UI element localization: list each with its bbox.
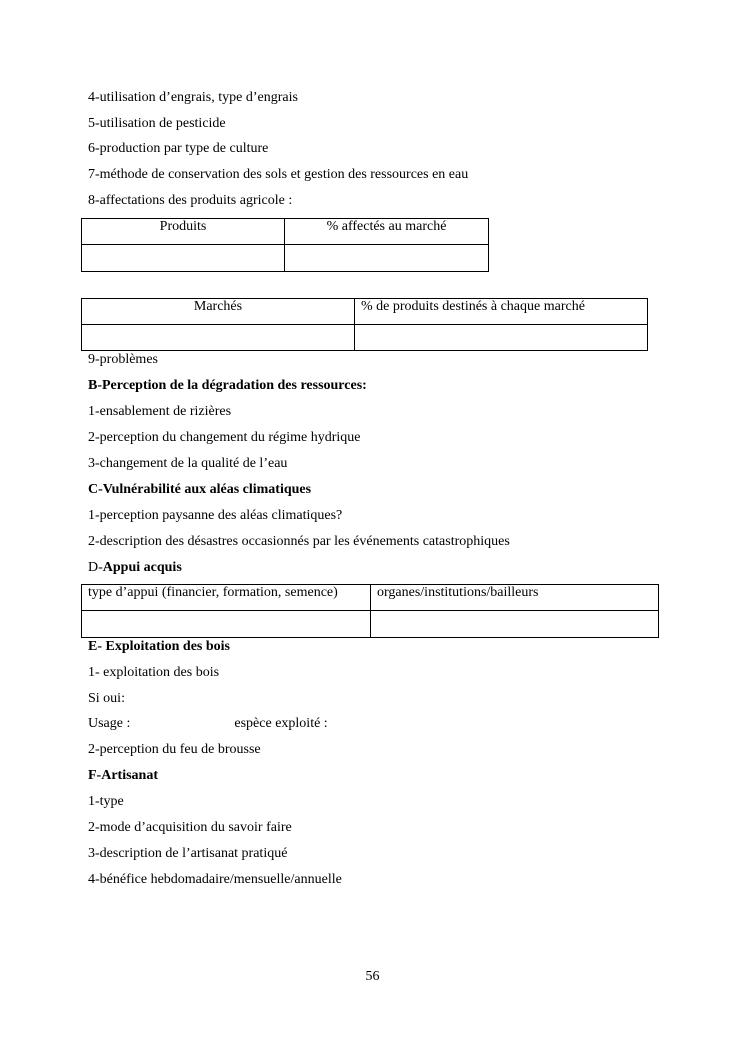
section-f-item-4: 4-bénéfice hebdomadaire/mensuelle/annuelle: [88, 872, 342, 887]
section-a-item-7: 7-méthode de conservation des sols et gestion des ressources en eau: [88, 167, 469, 182]
products-table: [81, 218, 489, 272]
section-c-heading: C-Vulnérabilité aux aléas climatiques: [88, 482, 312, 497]
table-header-cell: organes/institutions/bailleurs: [371, 585, 659, 611]
table-cell[interactable]: [82, 611, 371, 638]
markets-table: [81, 298, 648, 351]
section-b-item-3: 3-changement de la qualité de l’eau: [88, 456, 288, 471]
section-c-item-1: 1-perception paysanne des aléas climatiques?: [88, 508, 343, 523]
section-d-title: Appui acquis: [102, 560, 182, 575]
table-cell[interactable]: [285, 245, 489, 272]
table-header-row: [82, 219, 489, 245]
section-f-item-1: 1-type: [88, 794, 124, 809]
support-table: [81, 584, 659, 638]
section-e-usage-line: [88, 716, 328, 732]
section-d-prefix: D-: [88, 560, 103, 575]
table-cell[interactable]: [371, 611, 659, 638]
table-header-cell: % de produits destinés à chaque marché: [355, 299, 648, 325]
table-header-cell: % affectés au marché: [285, 219, 489, 245]
table-header-cell: Marchés: [82, 299, 355, 325]
section-e-item-2: 2-perception du feu de brousse: [88, 742, 261, 757]
section-b-heading: B-Perception de la dégradation des ressources:: [88, 378, 367, 393]
table-header-row: [82, 585, 659, 611]
section-e-heading: E- Exploitation des bois: [88, 639, 230, 654]
usage-label: Usage :: [88, 716, 131, 731]
section-f-heading: F-Artisanat: [88, 768, 158, 783]
section-a-item-9: 9-problèmes: [88, 352, 158, 367]
species-label: espèce exploité :: [234, 716, 328, 731]
table-header-cell: Produits: [82, 219, 285, 245]
section-d-heading: [88, 560, 182, 576]
section-a-item-8: 8-affectations des produits agricole :: [88, 193, 293, 208]
section-c-item-2: 2-description des désastres occasionnés par les événements catastrophiques: [88, 534, 510, 549]
section-e-item-1: 1- exploitation des bois: [88, 665, 220, 680]
section-b-item-1: 1-ensablement de rizières: [88, 404, 232, 419]
section-a-item-6: 6-production par type de culture: [88, 141, 269, 156]
table-cell[interactable]: [82, 325, 355, 351]
table-row: [82, 245, 489, 272]
table-header-cell: type d’appui (financier, formation, semence): [82, 585, 371, 611]
table-row: [82, 325, 648, 351]
section-f-item-2: 2-mode d’acquisition du savoir faire: [88, 820, 292, 835]
section-a-item-4: 4-utilisation d’engrais, type d’engrais: [88, 90, 298, 105]
section-b-item-2: 2-perception du changement du régime hydrique: [88, 430, 361, 445]
section-f-item-3: 3-description de l’artisanat pratiqué: [88, 846, 288, 861]
table-cell[interactable]: [82, 245, 285, 272]
section-a-item-5: 5-utilisation de pesticide: [88, 116, 226, 131]
table-row: [82, 611, 659, 638]
section-e-si-oui: Si oui:: [88, 691, 125, 706]
table-cell[interactable]: [355, 325, 648, 351]
table-header-row: [82, 299, 648, 325]
page-number: 56: [365, 969, 380, 984]
